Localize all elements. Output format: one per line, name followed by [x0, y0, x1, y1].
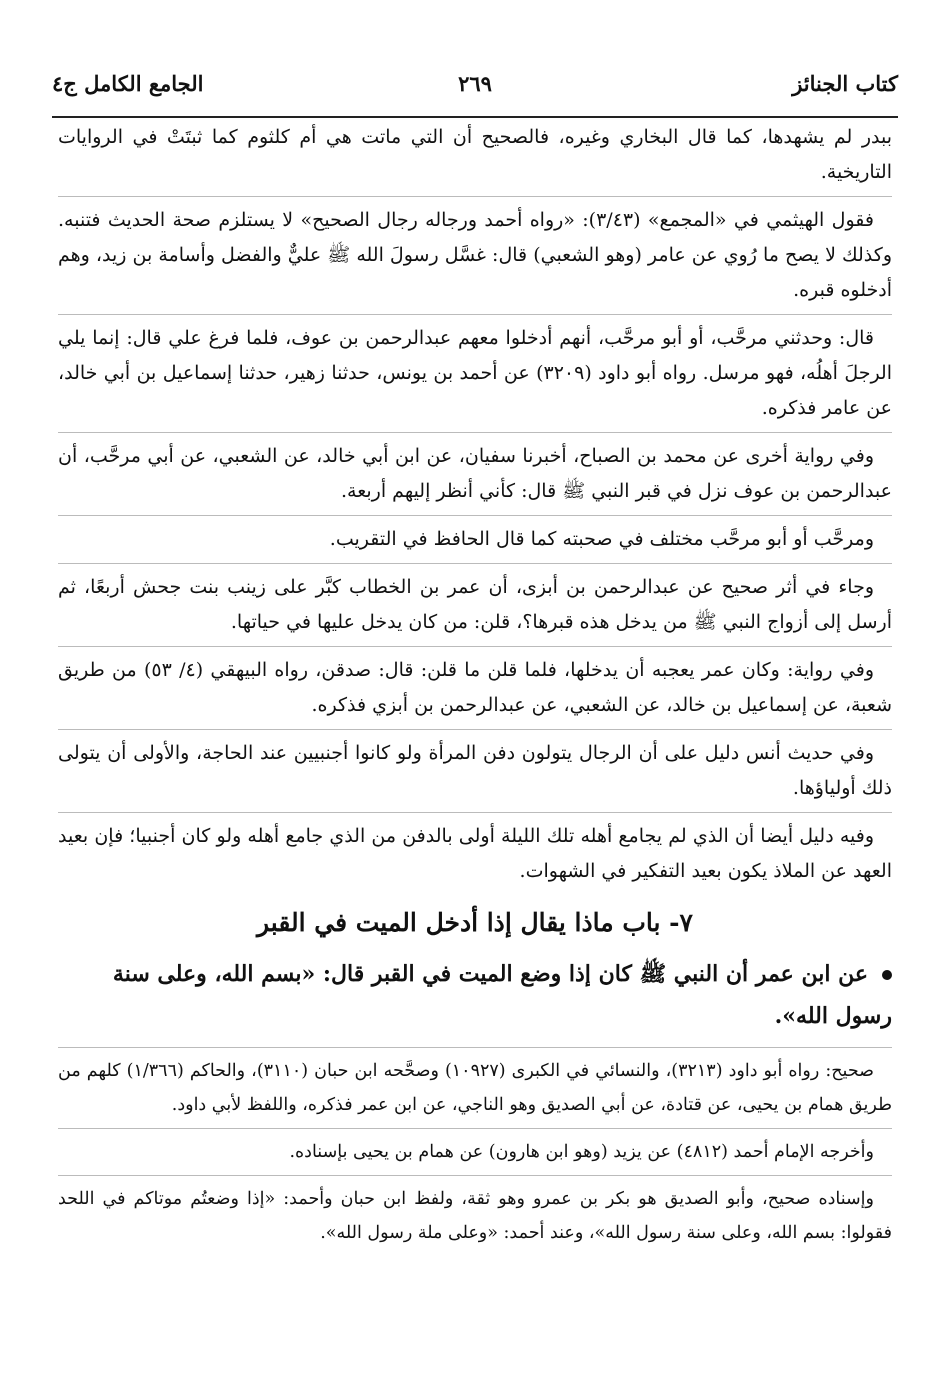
divider [58, 729, 892, 730]
paragraph: وفي حديث أنس دليل على أن الرجال يتولون دفن المرأة ولو كانوا أجنبيين عند الحاجة، والأولى أن يتولى ذلك أولياؤها. [58, 742, 892, 799]
divider [58, 1128, 892, 1129]
takhrij-note: وأخرجه الإمام أحمد (٤٨١٢) عن يزيد (وهو ابن هارون) عن همام بن يحيى بإسناده. [289, 1142, 874, 1162]
paragraph: ببدر لم يشهدها، كما قال البخاري وغيره، فالصحيح أن التي ماتت هي أم كلثوم كما ثبتَتْ في الروايات التاريخية. [58, 126, 892, 183]
paragraph: وفيه دليل أيضا أن الذي لم يجامع أهله تلك الليلة أولى بالدفن من الذي جامع أهله ولو كان أجنبيا؛ فإن بعيد العهد عن الملاذ يكون بعيد التفكير في الشهوات. [58, 825, 892, 882]
paragraph: وفي رواية: وكان عمر يعجبه أن يدخلها، فلما قلن ما قلن: قال: صدقن، رواه البيهقي (٤/ ٥٣) من طريق شعبة، عن إسماعيل بن خالد، عن الشعبي، عن عبدالرحمن بن أبزي فذكره. [58, 659, 892, 716]
divider [58, 812, 892, 813]
header-rule [52, 116, 898, 118]
divider [58, 432, 892, 433]
paragraph: وجاء في أثر صحيح عن عبدالرحمن بن أبزى، أن عمر بن الخطاب كبَّر على زينب بنت جحش أربعًا، ثم أرسل إلى أزواج النبي ﷺ من يدخل هذه قبرها؟، قلن: من كان يدخل عليها في حياتها. [58, 576, 892, 633]
divider [58, 1047, 892, 1048]
running-head-section: كتاب الجنائز [792, 71, 898, 96]
divider [58, 515, 892, 516]
takhrij-note: وإسناده صحيح، وأبو الصديق هو بكر بن عمرو وهو ثقة، ولفظ ابن حبان وأحمد: «إذا وضعتُم موتاكم في اللحد فقولوا: بسم الله، وعلى سنة رسول الله»، وعند أحمد: «وعلى ملة رسول الله». [58, 1189, 892, 1243]
takhrij-note: صحيح: رواه أبو داود (٣٢١٣)، والنسائي في الكبرى (١٠٩٢٧) وصحَّحه ابن حبان (٣١١٠)، والحاكم (١/٣٦٦) كلهم من طريق همام بن يحيى، عن قتادة، عن أبي الصديق وهو الناجي، عن ابن عمر فذكره، واللفظ لأبي داود. [58, 1061, 892, 1115]
divider [58, 646, 892, 647]
hadith-body: عن ابن عمر أن النبي ﷺ كان إذا وضع الميت في القبر قال: «بسم الله، وعلى سنة رسول الله». [112, 961, 892, 1029]
divider [58, 196, 892, 197]
bullet-icon [882, 970, 892, 980]
running-head-title: الجامع الكامل ج٤ [52, 71, 204, 96]
paragraph: ومرحَّب أو أبو مرحَّب مختلف في صحبته كما قال الحافظ في التقريب. [329, 528, 874, 550]
divider [58, 1175, 892, 1176]
paragraph: فقول الهيثمي في «المجمع» (٣/٤٣): «رواه أحمد ورجاله رجال الصحيح» لا يستلزم صحة الحديث فتنبه. وكذلك لا يصح ما رُوي عن عامر (وهو الشعبي) قال: غسَّل رسولَ الله ﷺ عليٌّ والفضل وأسامة بن زيد، وهم أدخلوه قبره. [58, 209, 892, 301]
paragraph: قال: وحدثني مرحَّب، أو أبو مرحَّب، أنهم أدخلوا معهم عبدالرحمن بن عوف، فلما فرغ علي قال: إنما يلي الرجلَ أهلُه، فهو مرسل. رواه أبو داود (٣٢٠٩) عن أحمد بن يونس، حدثنا زهير، حدثنا إسماعيل بن أبي خالد، عن عامر فذكره. [58, 327, 892, 419]
page-header [52, 60, 898, 100]
divider [58, 314, 892, 315]
divider [58, 563, 892, 564]
chapter-heading: ٧- باب ماذا يقال إذا أدخل الميت في القبر [257, 908, 693, 937]
paragraph: وفي رواية أخرى عن محمد بن الصباح، أخبرنا سفيان، عن ابن أبي خالد، عن الشعبي، عن أبي مرحَّب، أن عبدالرحمن بن عوف نزل في قبر النبي ﷺ قال: كأني أنظر إليهم أربعة. [58, 445, 892, 502]
hadith-text [58, 953, 892, 1037]
page-body [58, 120, 892, 1256]
page-number: ٢٦٩ [458, 71, 492, 96]
